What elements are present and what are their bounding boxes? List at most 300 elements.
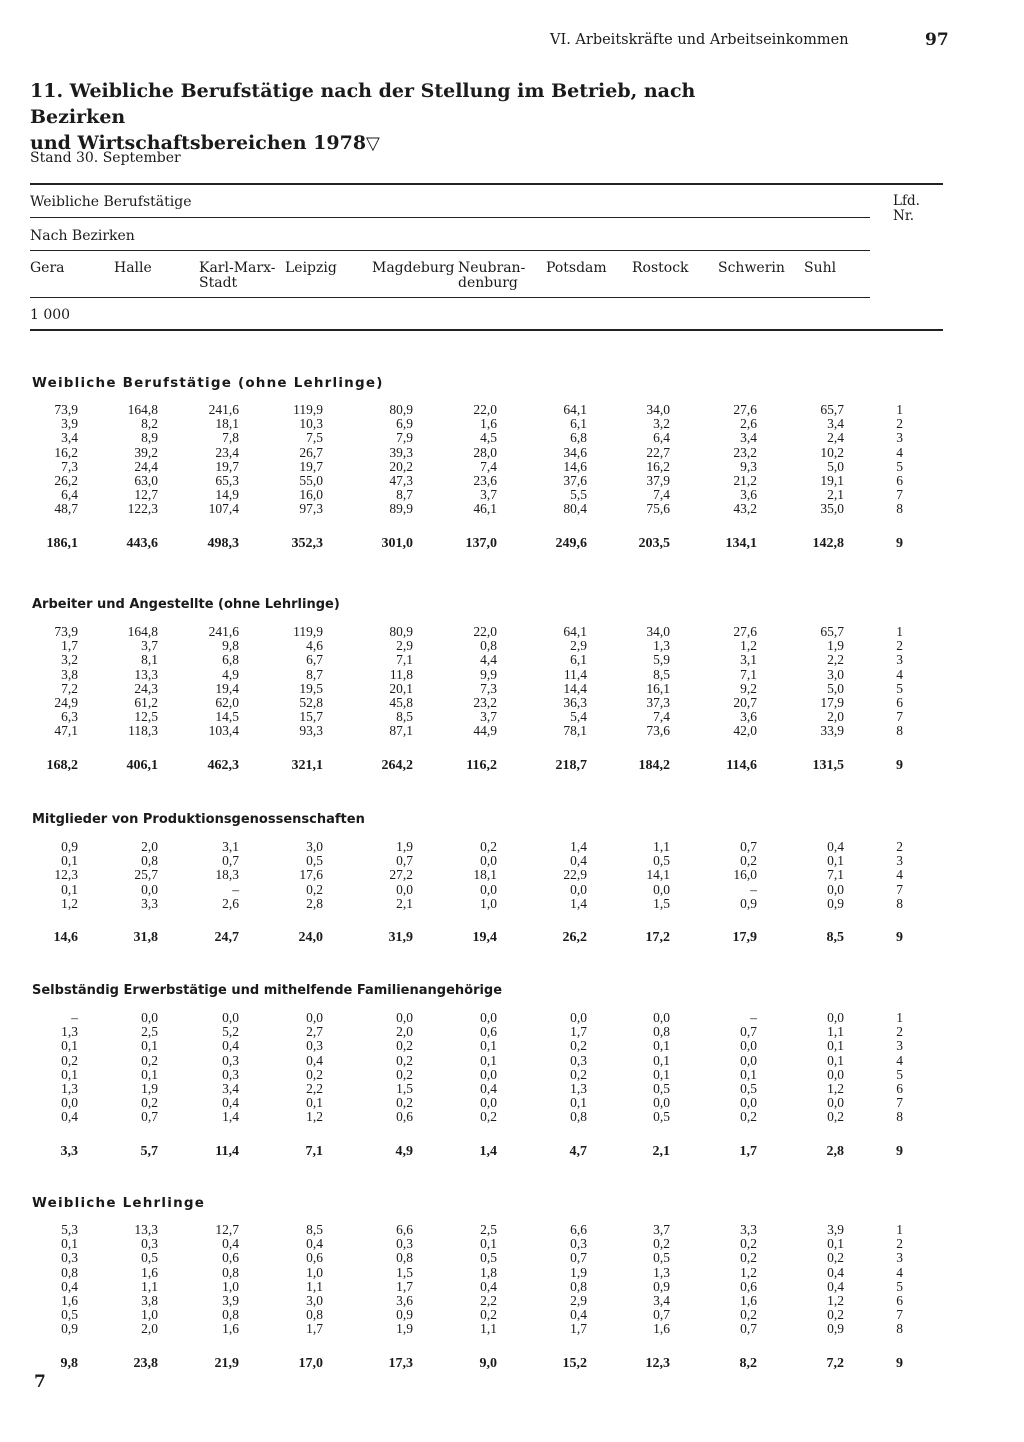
table-cell: 0,6: [480, 1024, 497, 1040]
table-cell: 164,8: [127, 402, 158, 417]
table-cell: 11,4: [215, 1143, 239, 1159]
table-cell: 13,3: [134, 666, 158, 682]
table-cell: 0,1: [61, 881, 78, 897]
table-cell: 0,6: [306, 1250, 323, 1266]
table-cell: 3,1: [740, 652, 757, 668]
table-cell: 3,9: [61, 416, 78, 432]
table-cell: 28,0: [473, 444, 497, 460]
section-title: Weibliche Berufstätige (ohne Lehrlinge): [32, 375, 384, 391]
table-row: [0, 696, 1024, 710]
table-cell: 61,2: [134, 695, 158, 710]
column-header: Halle: [114, 260, 152, 276]
table-cell: 0,1: [827, 1038, 844, 1054]
table-cell: 1,6: [61, 1293, 78, 1308]
row-number: 8: [896, 723, 903, 739]
table-cell: 44,9: [473, 723, 497, 739]
table-cell: 0,0: [480, 1010, 497, 1025]
table-cell: 2,8: [826, 1143, 844, 1159]
table-cell: 19,4: [472, 930, 497, 945]
table-cell: 20,7: [733, 695, 757, 710]
table-cell: 12,7: [215, 1222, 239, 1237]
table-cell: 116,2: [466, 757, 497, 773]
row-number: 8: [896, 1109, 903, 1125]
table-cell: 7,2: [826, 1355, 844, 1371]
table-cell: 17,9: [732, 930, 757, 945]
table-cell: 0,0: [740, 1038, 757, 1054]
table-cell: 1,0: [141, 1307, 158, 1323]
row-number: 4: [896, 1052, 903, 1068]
table-cell: 19,7: [215, 458, 239, 474]
table-cell: 27,6: [733, 402, 757, 417]
table-cell: 4,9: [395, 1143, 413, 1159]
table-cell: 7,1: [827, 867, 844, 883]
unit-label: 1 000: [30, 307, 71, 323]
table-cell: 2,0: [141, 1321, 158, 1337]
table-cell: 1,0: [480, 895, 497, 911]
table-cell: 1,2: [740, 638, 757, 654]
table-cell: 3,0: [827, 666, 844, 682]
table-cell: 122,3: [127, 501, 158, 517]
table-cell: 63,0: [134, 473, 158, 488]
table-cell: 24,3: [134, 680, 158, 696]
table-cell: 46,1: [473, 501, 497, 517]
table-cell: 22,7: [646, 444, 670, 460]
table-row: [0, 1237, 1024, 1251]
table-cell: 37,9: [646, 473, 670, 488]
table-cell: 34,0: [646, 402, 670, 417]
table-cell: 0,4: [827, 1278, 844, 1294]
table-cell: 1,7: [570, 1321, 587, 1337]
table-cell: 0,2: [827, 1109, 844, 1125]
table-cell: 0,2: [570, 1066, 587, 1082]
table-cell: 4,7: [569, 1143, 587, 1159]
table-cell: 1,0: [222, 1278, 239, 1294]
row-number: 3: [896, 430, 903, 446]
table-cell: 3,2: [653, 416, 670, 432]
table-cell: 6,6: [570, 1222, 587, 1237]
table-cell: 5,2: [222, 1024, 239, 1040]
table-cell: 0,1: [480, 1038, 497, 1054]
row-number: 6: [896, 1081, 903, 1096]
table-cell: 0,1: [61, 1236, 78, 1252]
table-cell: 168,2: [46, 757, 78, 773]
table-cell: 19,4: [215, 680, 239, 696]
table-cell: 1,4: [222, 1109, 239, 1125]
table-cell: 2,9: [570, 638, 587, 654]
row-number: 1: [896, 1010, 903, 1025]
table-cell: 97,3: [299, 501, 323, 517]
table-cell: 118,3: [128, 723, 158, 739]
table-cell: 498,3: [207, 535, 239, 551]
table-cell: 21,9: [214, 1355, 239, 1371]
table-cell: 0,0: [827, 1010, 844, 1025]
table-cell: 0,1: [141, 1066, 158, 1082]
group-label: Weibliche Berufstätige: [30, 194, 192, 210]
table-cell: 0,5: [653, 853, 670, 869]
table-cell: 7,3: [61, 458, 78, 474]
table-title-line-2-text: und Wirtschaftsbereichen 1978: [30, 132, 367, 154]
table-cell: 73,6: [646, 723, 670, 739]
table-cell: 0,1: [827, 853, 844, 869]
table-cell: 19,5: [299, 680, 323, 696]
table-cell: 3,4: [653, 1293, 670, 1308]
table-cell: 6,7: [306, 652, 323, 668]
table-cell: 1,8: [480, 1264, 497, 1280]
table-cell: 1,7: [739, 1143, 757, 1159]
table-cell: 3,9: [827, 1222, 844, 1237]
table-cell: 0,4: [306, 1236, 323, 1252]
row-number: 7: [896, 881, 903, 897]
table-cell: 2,5: [480, 1222, 497, 1237]
table-cell: 25,7: [134, 867, 158, 883]
table-title-line-1: 11. Weibliche Berufstätige nach der Stellung im Betrieb, nach Bezirken: [30, 80, 696, 128]
table-cell: 1,0: [306, 1264, 323, 1280]
table-cell: 3,4: [827, 416, 844, 432]
table-cell: 64,1: [563, 402, 587, 417]
table-cell: 1,7: [570, 1024, 587, 1040]
table-cell: 2,7: [306, 1024, 323, 1040]
table-row: [0, 1322, 1024, 1336]
table-cell: 48,7: [54, 501, 78, 517]
header-bottom-rule: [30, 329, 943, 331]
total-row: [0, 1357, 1024, 1371]
row-number: 3: [896, 1250, 903, 1266]
total-row: [0, 931, 1024, 945]
table-cell: 0,7: [653, 1307, 670, 1323]
table-cell: 14,5: [215, 709, 239, 725]
table-cell: 0,1: [61, 1038, 78, 1054]
table-cell: 65,7: [820, 624, 844, 639]
table-cell: 0,0: [396, 881, 413, 897]
table-row: [0, 1025, 1024, 1039]
table-cell: 0,2: [827, 1307, 844, 1323]
row-number: 5: [896, 458, 903, 474]
table-cell: 1,3: [653, 1264, 670, 1280]
table-cell: 0,0: [141, 1010, 158, 1025]
row-number: 4: [896, 1264, 903, 1280]
running-head: VI. Arbeitskräfte und Arbeitseinkommen: [550, 32, 849, 48]
table-cell: 3,0: [306, 1293, 323, 1308]
table-cell: 14,9: [215, 487, 239, 503]
table-cell: 2,9: [396, 638, 413, 654]
table-cell: 2,9: [570, 1293, 587, 1308]
table-cell: 0,0: [740, 1052, 757, 1068]
table-cell: 321,1: [291, 757, 323, 773]
table-cell: 2,1: [827, 487, 844, 503]
table-cell: 8,5: [306, 1222, 323, 1237]
table-cell: 65,3: [215, 473, 239, 488]
table-cell: 107,4: [208, 501, 239, 517]
table-title: [30, 78, 730, 157]
table-cell: 17,0: [298, 1355, 323, 1371]
table-cell: 8,5: [826, 930, 844, 945]
table-row: [0, 868, 1024, 882]
table-cell: 17,3: [388, 1355, 413, 1371]
row-number: 7: [896, 1307, 903, 1323]
table-cell: 1,5: [653, 895, 670, 911]
table-cell: 0,1: [61, 1066, 78, 1082]
row-number: 5: [896, 1066, 903, 1082]
table-cell: 3,0: [306, 839, 323, 854]
table-cell: 0,4: [570, 1307, 587, 1323]
row-number: 2: [896, 416, 903, 432]
table-cell: 0,2: [396, 1066, 413, 1082]
table-cell: 1,3: [570, 1081, 587, 1096]
table-cell: 2,6: [222, 895, 239, 911]
table-cell: 6,4: [653, 430, 670, 446]
table-cell: 17,6: [299, 867, 323, 883]
table-subtitle: Stand 30. September: [30, 150, 181, 166]
table-cell: 0,4: [222, 1236, 239, 1252]
table-cell: 0,1: [653, 1066, 670, 1082]
table-cell: 47,3: [389, 473, 413, 488]
table-cell: 0,5: [653, 1250, 670, 1266]
table-cell: 5,4: [570, 709, 587, 725]
table-cell: 14,6: [53, 930, 78, 945]
table-cell: 0,3: [222, 1052, 239, 1068]
table-cell: 22,0: [473, 402, 497, 417]
table-cell: 0,5: [653, 1109, 670, 1125]
table-cell: 17,2: [645, 930, 670, 945]
table-cell: 3,7: [653, 1222, 670, 1237]
table-cell: 0,0: [740, 1095, 757, 1111]
table-cell: 6,3: [61, 709, 78, 725]
table-cell: 0,1: [653, 1052, 670, 1068]
table-cell: 0,7: [740, 1024, 757, 1040]
table-cell: 9,0: [479, 1355, 497, 1371]
table-cell: 19,7: [299, 458, 323, 474]
table-cell: 9,8: [222, 638, 239, 654]
table-cell: 0,9: [396, 1307, 413, 1323]
table-cell: 5,9: [653, 652, 670, 668]
table-cell: 0,8: [653, 1024, 670, 1040]
table-cell: 6,1: [570, 416, 587, 432]
table-cell: 0,3: [396, 1236, 413, 1252]
column-header: Magdeburg: [372, 260, 455, 276]
table-cell: 0,0: [396, 1010, 413, 1025]
table-row: [0, 1266, 1024, 1280]
table-cell: 0,2: [141, 1095, 158, 1111]
table-cell: 24,4: [134, 458, 158, 474]
table-cell: 3,1: [222, 839, 239, 854]
column-header: Potsdam: [546, 260, 607, 276]
table-cell: 31,8: [133, 930, 158, 945]
table-cell: 103,4: [208, 723, 239, 739]
table-cell: 12,3: [645, 1355, 670, 1371]
table-cell: –: [750, 881, 757, 897]
table-cell: 0,8: [396, 1250, 413, 1266]
table-cell: 137,0: [465, 535, 497, 551]
table-cell: 0,7: [141, 1109, 158, 1125]
table-cell: 23,6: [473, 473, 497, 488]
table-cell: 0,2: [827, 1250, 844, 1266]
table-cell: 3,2: [61, 652, 78, 668]
table-cell: 0,4: [570, 853, 587, 869]
table-row: [0, 1280, 1024, 1294]
table-cell: 3,3: [60, 1143, 78, 1159]
table-row: [0, 1068, 1024, 1082]
table-cell: 78,1: [563, 723, 587, 739]
table-cell: 0,1: [827, 1052, 844, 1068]
table-cell: 18,1: [215, 416, 239, 432]
table-cell: 2,0: [396, 1024, 413, 1040]
table-cell: 6,8: [570, 430, 587, 446]
table-cell: 31,9: [388, 930, 413, 945]
table-cell: –: [71, 1010, 78, 1025]
table-cell: 21,2: [733, 473, 757, 488]
table-cell: 1,1: [827, 1024, 844, 1040]
table-cell: 0,0: [480, 1095, 497, 1111]
row-number: 6: [896, 1293, 903, 1308]
table-cell: 0,8: [480, 638, 497, 654]
table-cell: 0,0: [653, 1010, 670, 1025]
table-cell: 462,3: [207, 757, 239, 773]
table-cell: 3,7: [480, 487, 497, 503]
row-number: 5: [896, 1278, 903, 1294]
table-cell: 0,0: [570, 881, 587, 897]
table-cell: 47,1: [54, 723, 78, 739]
table-cell: 0,4: [306, 1052, 323, 1068]
table-cell: 3,6: [740, 487, 757, 503]
table-row: [0, 1294, 1024, 1308]
table-cell: 0,1: [306, 1095, 323, 1111]
table-cell: 0,1: [141, 1038, 158, 1054]
table-cell: 20,2: [389, 458, 413, 474]
table-cell: 0,9: [61, 1321, 78, 1337]
table-cell: 1,9: [141, 1081, 158, 1096]
table-cell: 39,2: [134, 444, 158, 460]
table-cell: 0,2: [740, 1109, 757, 1125]
table-cell: 0,4: [827, 839, 844, 854]
table-cell: 0,5: [653, 1081, 670, 1096]
table-cell: 0,7: [740, 839, 757, 854]
table-cell: 1,1: [141, 1278, 158, 1294]
table-cell: 0,2: [306, 881, 323, 897]
table-cell: 0,3: [306, 1038, 323, 1054]
table-cell: 0,8: [222, 1264, 239, 1280]
table-cell: 19,1: [820, 473, 844, 488]
table-cell: 0,3: [61, 1250, 78, 1266]
table-cell: 34,6: [563, 444, 587, 460]
table-cell: 0,0: [480, 853, 497, 869]
table-cell: 37,6: [563, 473, 587, 488]
table-cell: 264,2: [381, 757, 413, 773]
table-row: [0, 1011, 1024, 1025]
table-cell: 0,7: [222, 853, 239, 869]
table-cell: 8,2: [739, 1355, 757, 1371]
table-cell: 0,9: [653, 1278, 670, 1294]
table-cell: 6,6: [396, 1222, 413, 1237]
table-cell: 1,9: [827, 638, 844, 654]
table-cell: 3,3: [141, 895, 158, 911]
table-cell: 6,8: [222, 652, 239, 668]
table-row: [0, 1082, 1024, 1096]
table-row: [0, 668, 1024, 682]
row-number: 7: [896, 709, 903, 725]
table-cell: 0,8: [570, 1109, 587, 1125]
row-number: 1: [896, 624, 903, 639]
table-cell: 18,3: [215, 867, 239, 883]
table-cell: 0,7: [396, 853, 413, 869]
sub-label: Nach Bezirken: [30, 228, 135, 244]
table-cell: 0,8: [222, 1307, 239, 1323]
table-cell: 3,6: [396, 1293, 413, 1308]
table-cell: –: [750, 1010, 757, 1025]
table-cell: 0,1: [827, 1236, 844, 1252]
table-cell: 0,4: [827, 1264, 844, 1280]
header-rule-2: [30, 250, 870, 251]
table-cell: 15,7: [299, 709, 323, 725]
table-cell: 4,9: [222, 666, 239, 682]
row-number: 6: [896, 695, 903, 710]
table-cell: 142,8: [812, 535, 844, 551]
table-cell: 3,4: [61, 430, 78, 446]
table-cell: 0,3: [141, 1236, 158, 1252]
table-cell: 0,2: [653, 1236, 670, 1252]
table-row: [0, 883, 1024, 897]
table-cell: 0,4: [480, 1081, 497, 1096]
row-number: 2: [896, 1236, 903, 1252]
table-cell: 0,0: [61, 1095, 78, 1111]
table-cell: 14,4: [563, 680, 587, 696]
table-cell: 23,8: [133, 1355, 158, 1371]
table-cell: 1,9: [396, 839, 413, 854]
table-cell: 1,5: [396, 1264, 413, 1280]
table-row: [0, 446, 1024, 460]
table-cell: 0,8: [570, 1278, 587, 1294]
table-cell: 0,9: [827, 895, 844, 911]
table-cell: 2,1: [396, 895, 413, 911]
table-cell: 12,5: [134, 709, 158, 725]
table-cell: 1,4: [570, 839, 587, 854]
table-cell: 7,1: [305, 1143, 323, 1159]
table-cell: 8,9: [141, 430, 158, 446]
table-cell: 7,4: [653, 709, 670, 725]
section-title: Weibliche Lehrlinge: [32, 1195, 206, 1211]
table-cell: 164,8: [127, 624, 158, 639]
table-cell: 0,7: [570, 1250, 587, 1266]
table-cell: 0,0: [222, 1010, 239, 1025]
table-cell: 16,2: [646, 458, 670, 474]
table-cell: 8,2: [141, 416, 158, 432]
row-number: 9: [896, 535, 903, 551]
table-cell: 1,9: [570, 1264, 587, 1280]
table-cell: 2,2: [306, 1081, 323, 1096]
table-cell: 7,9: [396, 430, 413, 446]
table-cell: 26,2: [562, 930, 587, 945]
table-cell: 0,3: [570, 1236, 587, 1252]
row-number: 1: [896, 402, 903, 417]
column-header: Rostock: [632, 260, 689, 276]
table-cell: –: [232, 881, 239, 897]
table-cell: 6,9: [396, 416, 413, 432]
table-cell: 119,9: [293, 402, 323, 417]
row-number: 4: [896, 867, 903, 883]
table-cell: 0,9: [61, 839, 78, 854]
table-cell: 8,1: [141, 652, 158, 668]
table-cell: 34,0: [646, 624, 670, 639]
table-cell: 0,0: [480, 881, 497, 897]
table-cell: 1,6: [740, 1293, 757, 1308]
row-number: 7: [896, 1095, 903, 1111]
table-cell: 4,5: [480, 430, 497, 446]
table-row: [0, 1110, 1024, 1124]
table-cell: 186,1: [46, 535, 78, 551]
total-row: [0, 537, 1024, 551]
table-cell: 0,5: [141, 1250, 158, 1266]
table-cell: 0,2: [740, 853, 757, 869]
row-number: 3: [896, 853, 903, 869]
